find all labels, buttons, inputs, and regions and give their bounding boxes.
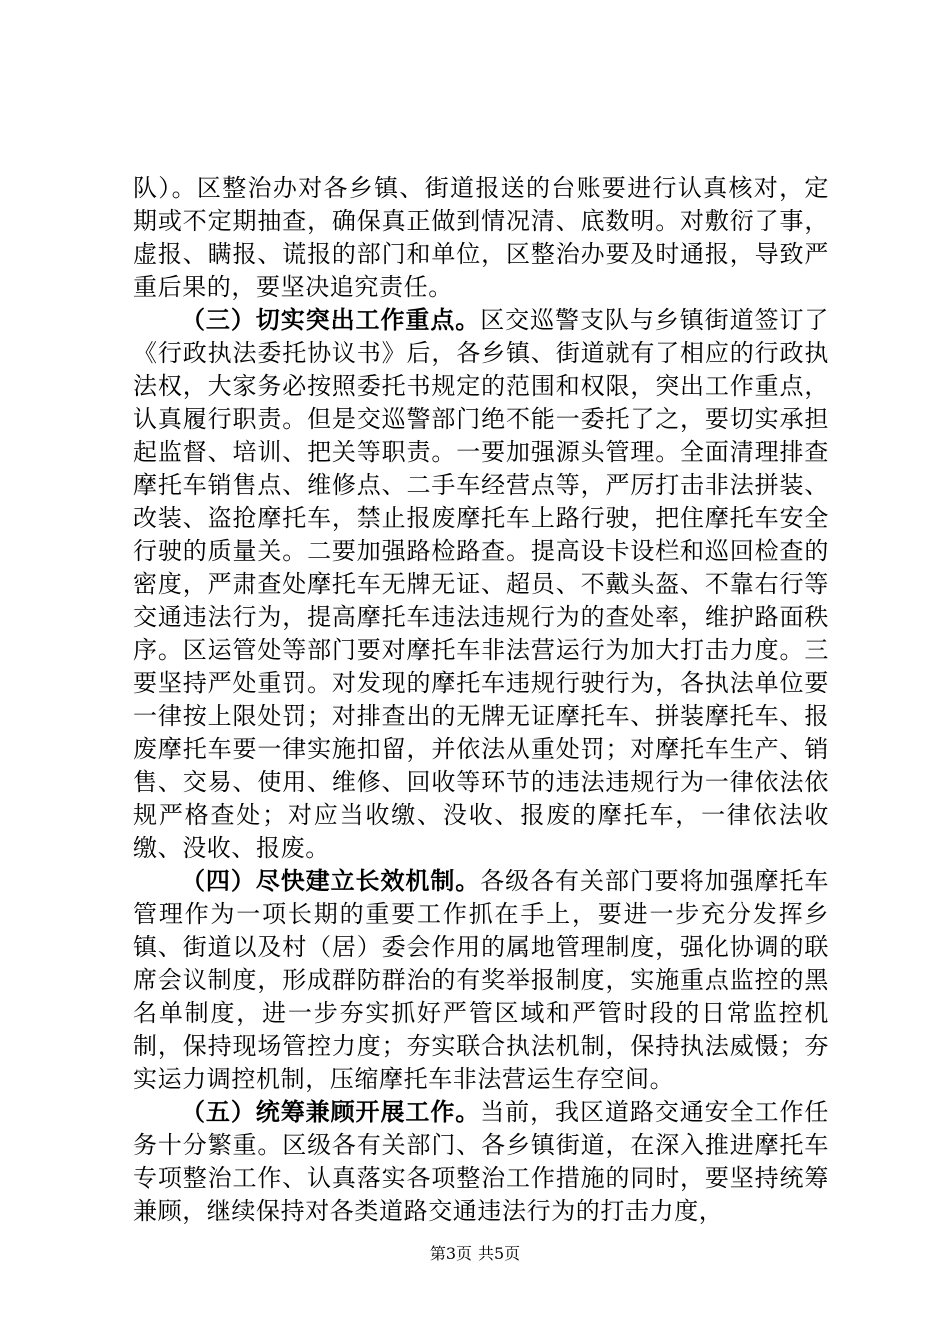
paragraph-text: 队）。区整治办对各乡镇、街道报送的台账要进行认真核对，定期或不定期抽查，确保真正做到情况清、底数明。对敷衍了事，虚报、瞒报、谎报的部门和单位，区整治办要及时通报，导致严重后果的，要坚决追究责任。 <box>133 174 829 301</box>
paragraph-text: 当前，我区道路交通安全工作任务十分繁重。区级各有关部门、各乡镇街道，在深入推进摩托车专项整治工作、认真落实各项整治工作措施的同时，要坚持统筹兼顾，继续保持对各类道路交通违法行为的打击力度， <box>133 1098 829 1225</box>
page-number: 第3页 <box>429 1244 472 1263</box>
paragraph-section-4 <box>133 865 829 1096</box>
paragraph-continuation <box>133 172 829 304</box>
section-heading: （四）尽快建立长效机制。 <box>181 867 481 895</box>
paragraph-section-3 <box>133 304 829 865</box>
section-heading: （五）统筹兼顾开展工作。 <box>181 1098 481 1126</box>
paragraph-text: 区交巡警支队与乡镇街道签订了《行政执法委托协议书》后，各乡镇、街道就有了相应的行政执法权，大家务必按照委托书规定的范围和权限，突出工作重点，认真履行职责。但是交巡警部门绝不能一委托了之，要切实承担起监督、培训、把关等职责。一要加强源头管理。全面清理排查摩托车销售点、维修点、二手车经营点等，严厉打击非法拼装、改装、盗抢摩托车，禁止报废摩托车上路行驶，把住摩托车安全行驶的质量关。二要加强路检路查。提高设卡设栏和巡回检查的密度，严肃查处摩托车无牌无证、超员、不戴头盔、不靠右行等交通违法行为，提高摩托车违法违规行为的查处率，维护路面秩序。区运管处等部门要对摩托车非法营运行为加大打击力度。三要坚持严处重罚。对发现的摩托车违规行驶行为，各执法单位要一律按上限处罚；对排查出的无牌无证摩托车、拼装摩托车、报废摩托车要一律实施扣留，并依法从重处罚；对摩托车生产、销售、交易、使用、维修、回收等环节的违法违规行为一律依法依规严格查处；对应当收缴、没收、报废的摩托车，一律依法收缴、没收、报废。 <box>133 306 829 862</box>
section-heading: （三）切实突出工作重点。 <box>181 306 481 334</box>
paragraph-text: 各级各有关部门要将加强摩托车管理作为一项长期的重要工作抓在手上，要进一步充分发挥乡镇、街道以及村（居）委会作用的属地管理制度，强化协调的联席会议制度，形成群防群治的有奖举报制度，实施重点监控的黑名单制度，进一步夯实抓好严管区域和严管时段的日常监控机制，保持现场管控力度；夯实联合执法机制，保持执法威慑；夯实运力调控机制，压缩摩托车非法营运生存空间。 <box>133 867 829 1093</box>
page-total: 共5页 <box>478 1244 521 1263</box>
document-body <box>133 172 829 1228</box>
page-footer <box>0 1241 950 1264</box>
paragraph-section-5 <box>133 1096 829 1228</box>
